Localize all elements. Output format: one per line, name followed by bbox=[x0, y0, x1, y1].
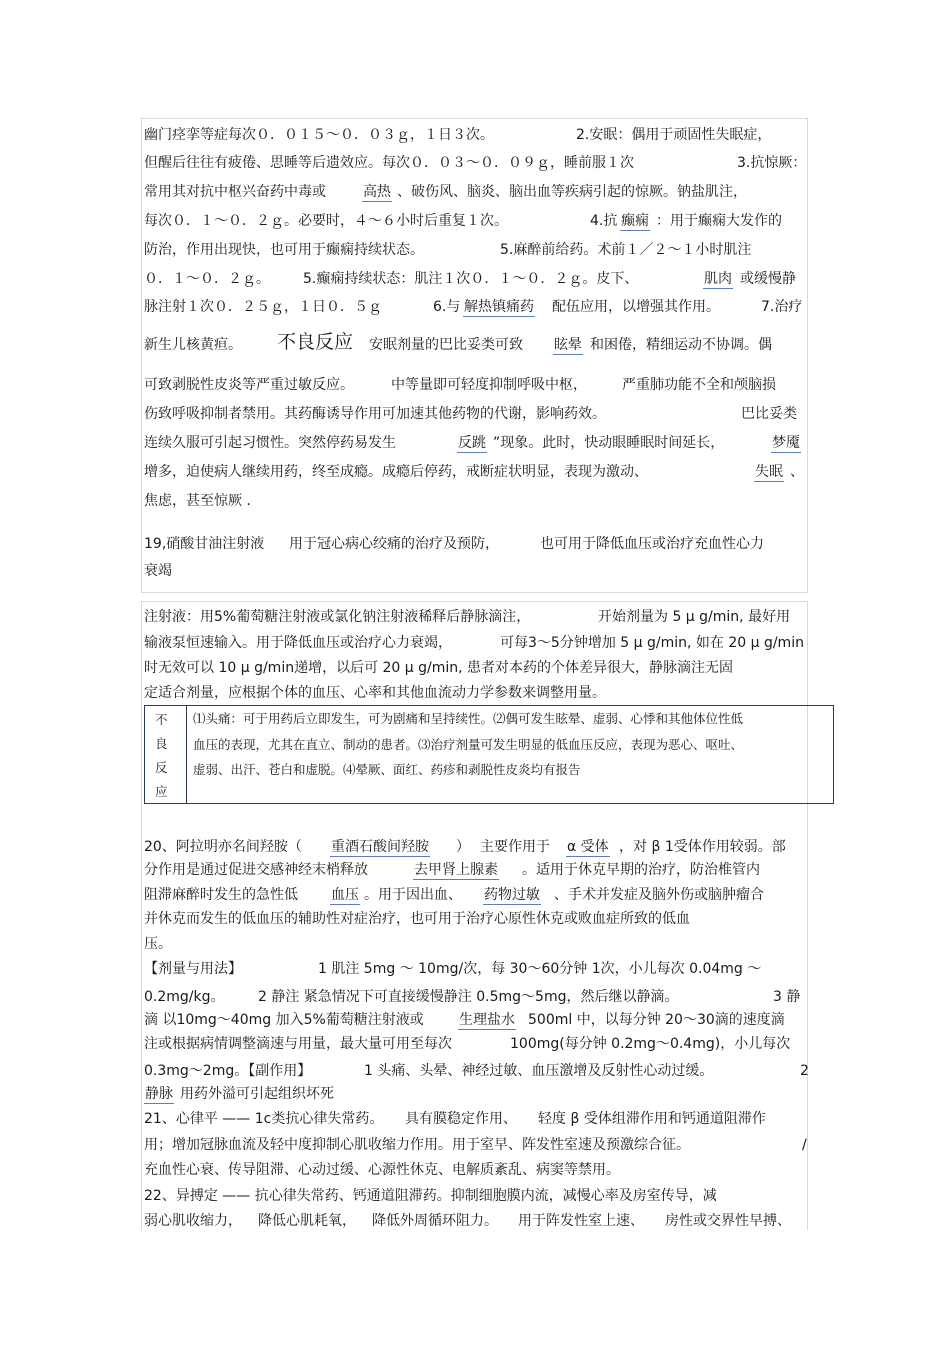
table-row: 虚弱、出汗、苍白和虚脱。⑷晕厥、面红、药疹和剥脱性皮炎均有报告 bbox=[193, 762, 581, 777]
text-line-segment: ：用于癫痫大发作的 bbox=[656, 213, 782, 229]
underlined-term: 失眠 bbox=[755, 464, 783, 480]
text-line-segment: 也可用于降低血压或治疗充血性心力 bbox=[540, 536, 764, 552]
text-line-segment: 并休克而发生的低血压的辅助性对症治疗，也可用于治疗心原性休克或败血症所致的低血 bbox=[144, 911, 690, 927]
underlined-term: 高热 bbox=[363, 184, 391, 200]
text-line-segment: 每次０．１～０．２ｇ。必要时，４～６小时后重复１次。 bbox=[144, 213, 508, 229]
text-line-segment: 注射液：用5%葡萄糖注射液或氯化钠注射液稀释后静脉滴注， bbox=[144, 609, 531, 625]
text-line-segment: 5.麻醉前给药。术前１／２～１小时肌注 bbox=[500, 242, 752, 258]
text-line-segment: 、手术并发症及脑外伤或脑肿瘤合 bbox=[554, 887, 764, 903]
text-line-segment: 2 静注 紧急情况下可直接缓慢静注 0.5mg～5mg，然后继以静滴。 bbox=[258, 989, 679, 1005]
underlined-term: 肌肉 bbox=[704, 271, 732, 287]
text-line-segment: 连续久服可引起习惯性。突然停药易发生 bbox=[144, 435, 396, 451]
text-line-segment: ） bbox=[456, 839, 470, 855]
underlined-term: 去甲肾上腺素 bbox=[414, 862, 498, 878]
text-line-segment: 或缓慢静 bbox=[740, 271, 796, 287]
text-line-segment: 具有膜稳定作用、 bbox=[405, 1111, 517, 1127]
text-line-segment: 压。 bbox=[144, 936, 172, 952]
side-char: 不 bbox=[155, 712, 168, 727]
underlined-term: 血压 bbox=[331, 887, 359, 903]
underlined-term: 重酒石酸间羟胺 bbox=[331, 839, 429, 855]
text-line-segment: 安眠剂量的巴比妥类可致 bbox=[369, 337, 523, 353]
text-line-segment: 输液泵恒速输入。用于降低血压或治疗心力衰竭， bbox=[144, 635, 452, 651]
text-line-segment: ，对 β 1受体作用较弱。部 bbox=[619, 839, 786, 855]
text-line-segment: 用于阵发性室上速、 bbox=[518, 1213, 644, 1229]
text-line-segment: / bbox=[802, 1137, 807, 1153]
text-line-segment: 脉注射１次０．２５ｇ，１日０．５ｇ bbox=[144, 299, 382, 315]
text-line-segment: 0.2mg/kg。 bbox=[144, 989, 225, 1005]
text-line-segment: 用于冠心病心绞痛的治疗及预防， bbox=[289, 536, 499, 552]
text-line-segment: 5.癫痫持续状态：肌注１次０．１～０．２ｇ。皮下、 bbox=[303, 271, 639, 287]
text-line-segment: 1 头痛、头晕、神经过敏、血压激增及反射性心动过缓。 bbox=[364, 1063, 714, 1079]
text-line-segment: 20、阿拉明亦名间羟胺（ bbox=[144, 839, 302, 855]
text-line-segment: 2 bbox=[800, 1063, 809, 1079]
side-char: 反 bbox=[155, 760, 168, 775]
text-line-segment: 可致剥脱性皮炎等严重过敏反应。 bbox=[144, 377, 354, 393]
text-line-segment: 衰竭 bbox=[144, 563, 172, 579]
text-line-segment: 轻度 β 受体组滞作用和钙通道阻滞作 bbox=[538, 1111, 766, 1127]
text-line-segment: 新生儿核黄疸。 bbox=[144, 337, 242, 353]
text-line-segment: 6.与 bbox=[433, 299, 461, 315]
text-line-segment: 19,硝酸甘油注射液 bbox=[144, 536, 265, 552]
text-line-segment: 21、心律平 —— 1c类抗心律失常药。 bbox=[144, 1111, 384, 1127]
text-line-segment: 降低外周循环阻力。 bbox=[372, 1213, 498, 1229]
table-row: ⑴头痛：可于用药后立即发生，可为剧痛和呈持续性。⑵偶可发生眩晕、虚弱、心悸和其他体位性低 bbox=[193, 711, 744, 726]
text-line-segment: 3.抗惊厥： bbox=[737, 155, 807, 171]
text-line-segment: 伤致呼吸抑制者禁用。其药酶诱导作用可加速其他药物的代谢，影响药效。 bbox=[144, 406, 606, 422]
text-line-segment: 巴比妥类 bbox=[741, 406, 797, 422]
text-line-segment: 弱心肌收缩力， bbox=[144, 1213, 242, 1229]
underlined-term: 药物过敏 bbox=[484, 887, 540, 903]
text-line-segment: 严重肺功能不全和颅脑损 bbox=[622, 377, 776, 393]
text-line-segment: 22、异搏定 —— 抗心律失常药、钙通道阻滞药。抑制细胞膜内流，减慢心率及房室传导，减 bbox=[144, 1188, 717, 1204]
underlined-term: 癫痫 bbox=[621, 213, 649, 229]
text-line-segment: 阻滞麻醉时发生的急性低 bbox=[144, 887, 298, 903]
text-line-segment: 主要作用于 bbox=[480, 839, 550, 855]
text-line-segment: 1 肌注 5mg ～ 10mg/次，每 30～60分钟 1次，小儿每次 0.04mg ～ bbox=[318, 961, 762, 977]
text-line-segment: 【剂量与用法】 bbox=[144, 961, 242, 977]
text-line-segment: 防治，作用出现快，也可用于癫痫持续状态。 bbox=[144, 242, 424, 258]
text-line-segment: 可每3～5分钟增加 5 μ g/min, 如在 20 μ g/min bbox=[500, 635, 804, 651]
text-line-segment: 配伍应用，以增强其作用。 bbox=[552, 299, 720, 315]
underlined-term: 梦魇 bbox=[772, 435, 800, 451]
text-line-segment: 不良反应 bbox=[277, 331, 354, 353]
text-line-segment: 降低心肌耗氧， bbox=[258, 1213, 356, 1229]
text-line-segment: 房性或交界性早搏、 bbox=[665, 1213, 791, 1229]
text-line-segment: 增多，迫使病人继续用药，终至成瘾。成瘾后停药，戒断症状明显，表现为激动、 bbox=[144, 464, 648, 480]
underlined-term: α 受体 bbox=[567, 839, 609, 855]
text-line-segment: 滴 以10mg～40mg 加入5%葡萄糖注射液或 bbox=[144, 1012, 424, 1028]
adverse-reactions-table bbox=[144, 705, 834, 804]
text-line-segment: 开始剂量为 5 μ g/min, 最好用 bbox=[598, 609, 791, 625]
text-line-segment: ０．１～０．２ｇ。 bbox=[144, 271, 270, 287]
text-line-segment: 用；增加冠脉血流及轻中度抑制心肌收缩力作用。用于室早、阵发性室速及预激综合征。 bbox=[144, 1137, 690, 1153]
text-line-segment: 0.3mg～2mg。【副作用】 bbox=[144, 1063, 312, 1079]
text-line-segment: 和困倦，精细运动不协调。偶 bbox=[590, 337, 772, 353]
text-line-segment: 。用于因出血、 bbox=[364, 887, 462, 903]
underlined-term: 反跳 bbox=[458, 435, 486, 451]
text-line-segment: 分作用是通过促进交感神经末梢释放 bbox=[144, 862, 368, 878]
text-line-segment: 注或根据病情调整滴速与用量，最大量可用至每次 bbox=[144, 1036, 452, 1052]
text-line-segment: 中等量即可轻度抑制呼吸中枢， bbox=[391, 377, 587, 393]
text-line-segment: 幽门痉挛等症每次０．０１５～０．０３ｇ，１日３次。 bbox=[144, 127, 494, 143]
text-line-segment: ”现象。此时，快动眼睡眠时间延长， bbox=[493, 435, 725, 451]
underlined-term: 解热镇痛药 bbox=[464, 299, 534, 315]
underlined-term: 眩晕 bbox=[554, 337, 582, 353]
text-line-segment: 、 bbox=[790, 464, 804, 480]
text-line-segment: 定适合剂量，应根据个体的血压、心率和其他血流动力学参数来调整用量。 bbox=[144, 685, 606, 701]
text-line-segment: 。适用于休克早期的治疗，防治椎管内 bbox=[522, 862, 760, 878]
text-line-segment: 100mg(每分钟 0.2mg～0.4mg)，小儿每次 bbox=[510, 1036, 791, 1052]
table-row: 血压的表现，尤其在直立、制动的患者。⑶治疗剂量可发生明显的低血压反应，表现为恶心、呕吐、 bbox=[193, 737, 744, 752]
text-line-segment: 7.治疗 bbox=[761, 299, 803, 315]
text-line-segment: 2.安眠：偶用于顽固性失眠症， bbox=[576, 127, 772, 143]
underlined-term: 静脉 bbox=[145, 1086, 173, 1102]
text-line-segment: 4.抗 bbox=[590, 213, 618, 229]
underlined-term: 生理盐水 bbox=[459, 1012, 515, 1028]
text-line-segment: 3 静 bbox=[773, 989, 801, 1005]
text-line-segment: 时无效可以 10 μ g/min递增，以后可 20 μ g/min, 患者对本药的个体差异很大，静脉滴注无固 bbox=[144, 660, 734, 676]
table-side-header bbox=[145, 706, 187, 803]
text-line-segment: 焦虑，甚至惊厥 ． bbox=[144, 493, 261, 509]
side-char: 良 bbox=[155, 736, 168, 751]
text-line-segment: 但醒后往往有疲倦、思睡等后遗效应。每次０．０３～０．０９ｇ，睡前服１次 bbox=[144, 155, 634, 171]
text-line-segment: 充血性心衰、传导阻滞、心动过缓、心源性休克、电解质紊乱、病窦等禁用。 bbox=[144, 1162, 620, 1178]
text-line-segment: 、破伤风、脑炎、脑出血等疾病引起的惊厥。钠盐肌注， bbox=[397, 184, 747, 200]
side-char: 应 bbox=[155, 784, 168, 799]
text-line-segment: 常用其对抗中枢兴奋药中毒或 bbox=[144, 184, 326, 200]
text-line-segment: 500ml 中，以每分钟 20～30滴的速度滴 bbox=[528, 1012, 785, 1028]
text-line-segment: 用药外溢可引起组织坏死 bbox=[180, 1086, 334, 1102]
